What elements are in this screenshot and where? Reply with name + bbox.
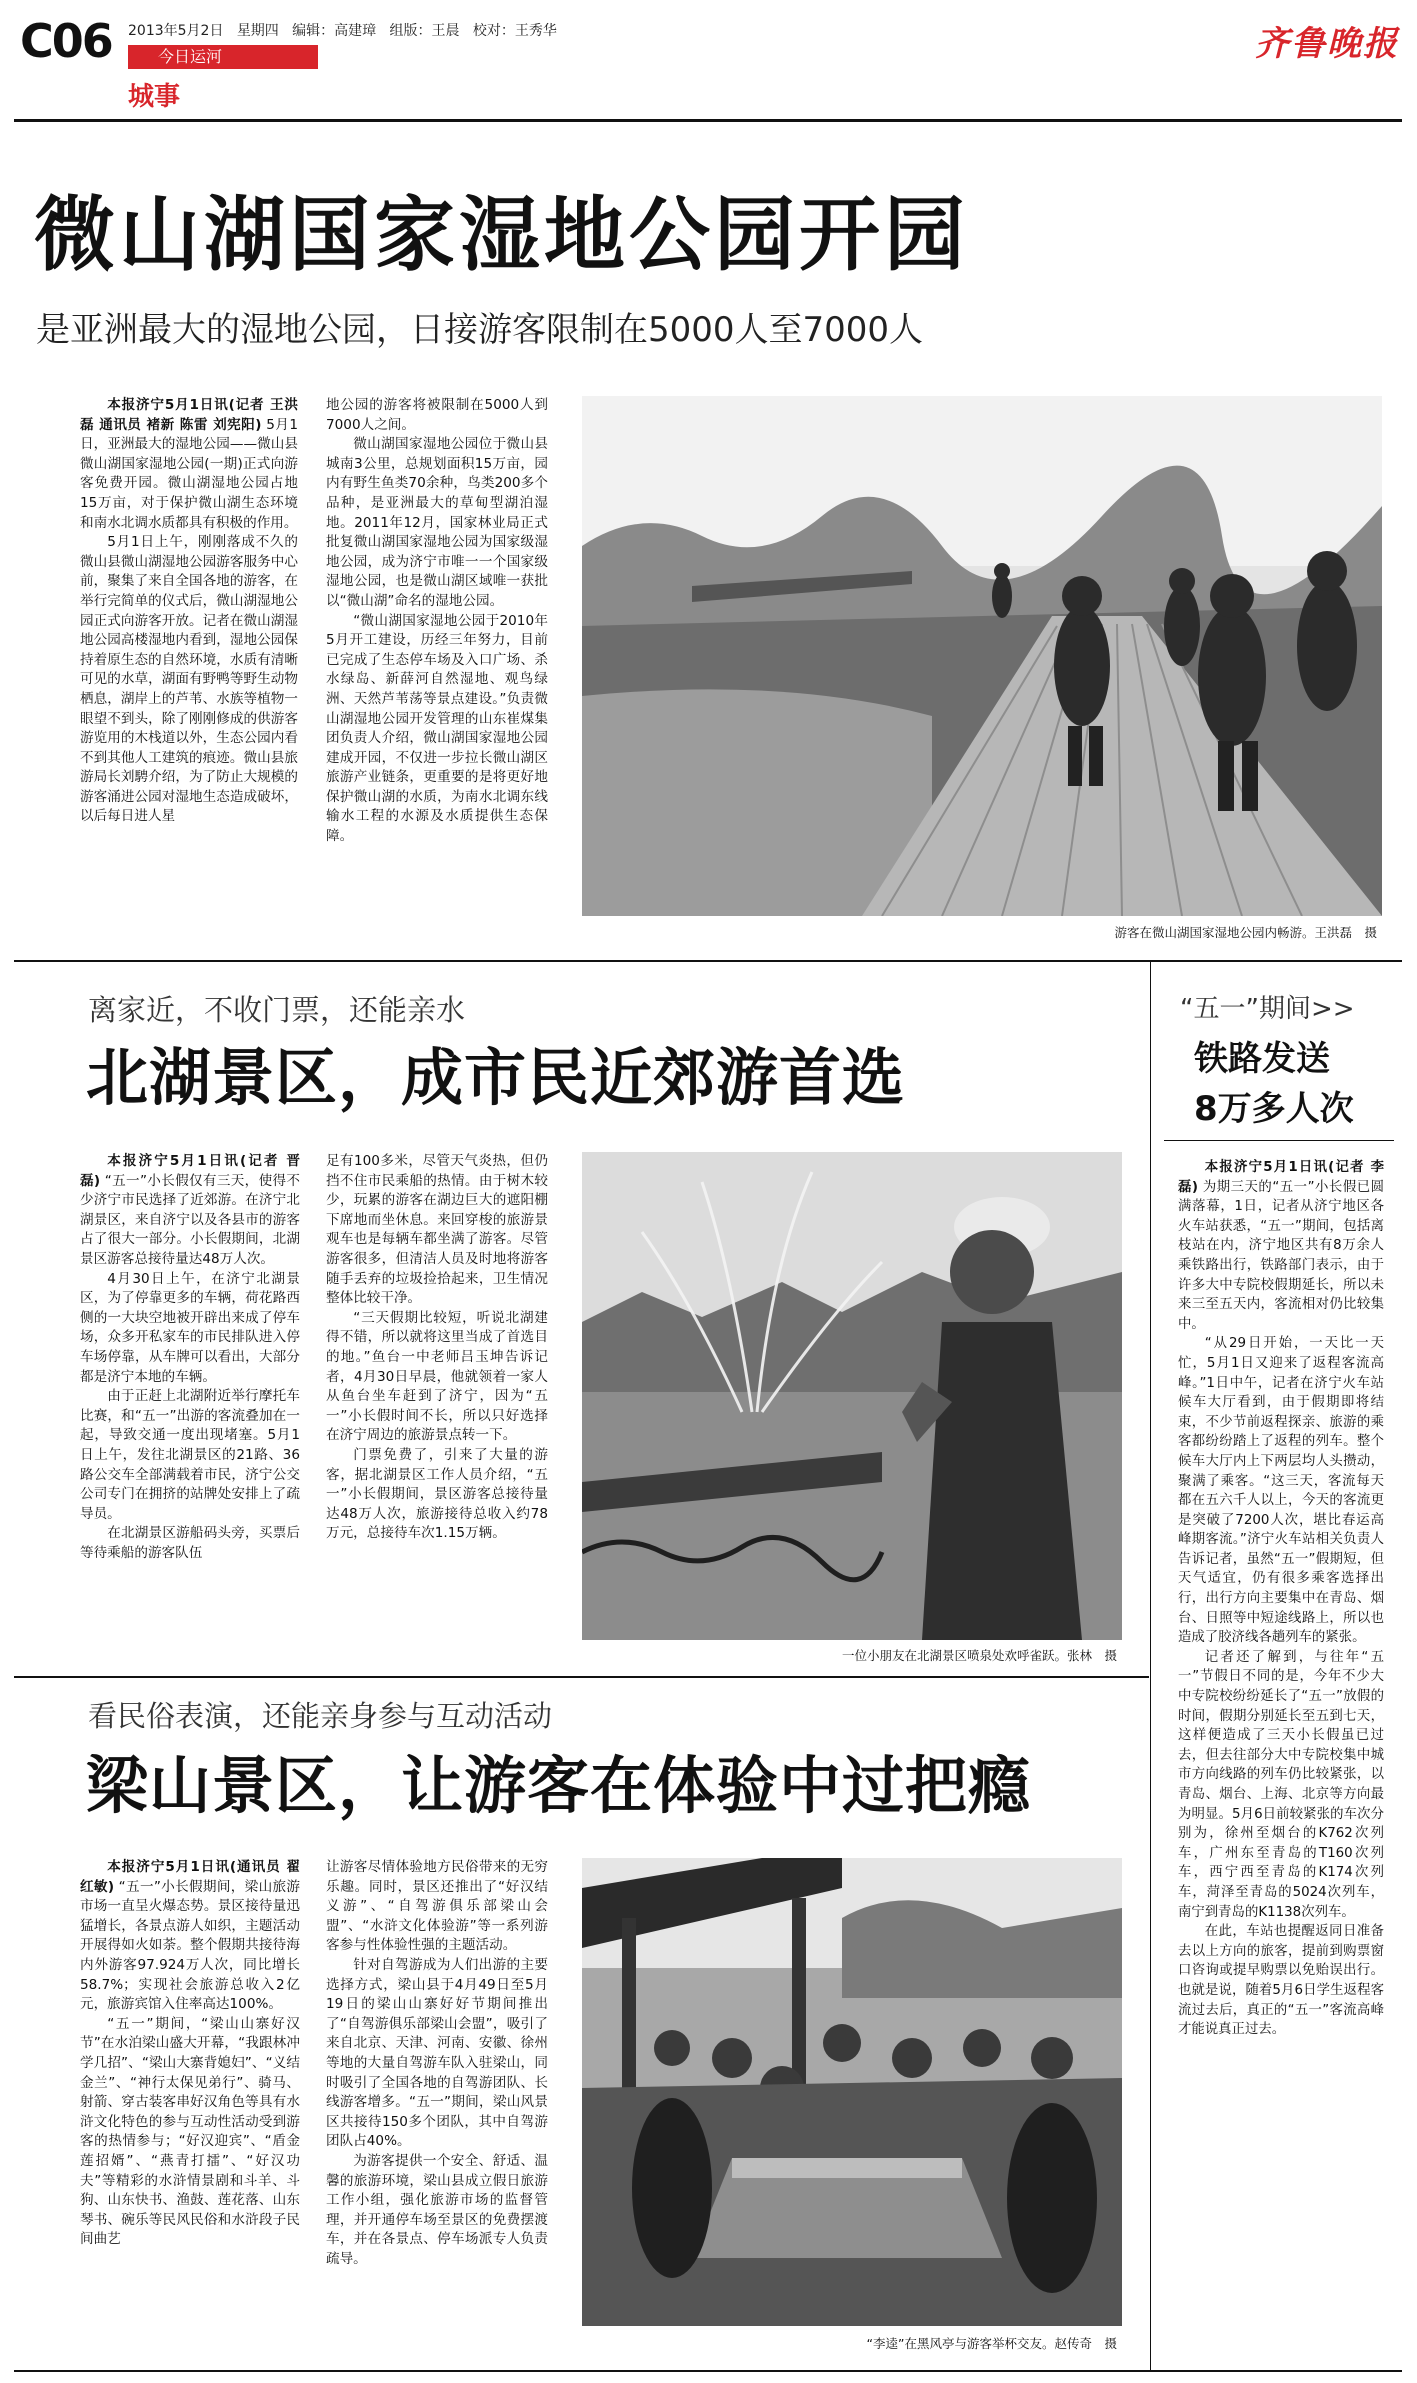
story1-column-1 [80, 396, 298, 827]
story2-paragraph: “五一”小长假仅有三天，使得不少济宁市民选择了近郊游。在济宁北湖景区，来自济宁以及各县市的游客占了很大一部分。小长假期间，北湖景区游客总接待量达48万人次。 [80, 1172, 300, 1267]
sidebar-title [1194, 1034, 1354, 1134]
issue-date: 2013年5月2日 [128, 23, 224, 39]
section-divider [14, 1676, 1149, 1678]
sidebar-kicker: “五一”期间>> [1180, 994, 1355, 1024]
story2-paragraph: 由于正赶上北湖附近举行摩托车比赛，和“五一”出游的客流叠加在一起，导致交通一度出现堵塞。5月1日上午，发往北湖景区的21路、36路公交车全部满载着市民，济宁公交公司专门在拥挤的站牌处安排上了疏导员。 [80, 1388, 300, 1522]
section-name: 城事 [128, 82, 181, 112]
page-bottom-rule [14, 2370, 1402, 2372]
sidebar-divider [1150, 962, 1151, 2372]
story2-column-2 [326, 1152, 548, 1544]
story2-column-1 [80, 1152, 300, 1563]
story3-paragraph: “五一”小长假期间，梁山旅游市场一直呈火爆态势。景区接待量迅猛增长，各景点游人如织，主题活动开展得如火如荼。整个假期共接待海内外游客97.924万人次，同比增长58.7%；实现社会旅游总收入2亿元，旅游宾馆入住率高达100%。 [80, 1878, 300, 2013]
sidebar-title-rule [1164, 1140, 1394, 1141]
liangshan-pavilion-photo [582, 1858, 1122, 2326]
story1-photo-caption: 游客在微山湖国家湿地公园内畅游。王洪磊 摄 [1114, 925, 1377, 940]
story1-subhead: 是亚洲最大的湿地公园，日接游客限制在5000人至7000人 [36, 310, 924, 350]
issue-weekday: 星期四 [236, 23, 279, 39]
story3-paragraph: 让游客尽情体验地方民俗带来的无穷乐趣。同时，景区还推出了“好汉结义游”、“自驾游俱乐部梁山会盟”、“水浒文化体验游”等一系列游客参与性体验性强的主题活动。 [326, 1859, 548, 1954]
story3-headline: 梁山景区，让游客在体验中过把瘾 [86, 1749, 1032, 1822]
story1-headline: 微山湖国家湿地公园开园 [34, 189, 970, 283]
page-number: C06 [20, 14, 112, 68]
editor-credit: 编辑：高建璋 [292, 23, 377, 39]
paper-name-logo: 齐鲁晚报 [1255, 24, 1399, 64]
story2-paragraph: 在北湖景区游船码头旁，买票后等待乘船的游客队伍 [80, 1525, 300, 1561]
sidebar-paragraph: 记者还了解到，与往年“五一”节假日不同的是，今年不少大中专院校纷纷延长了“五一”放假的时间，假期分别延长至五到七天，这样便造成了三天小长假虽已过去，但去往部分大中专院校集中城市方向线路的列车仍比较紧张，以青岛、烟台、上海、北京等方向最为明显。5月6日前较紧张的车次分别为，徐州至烟台的K762次列车，广州东至青岛的T160次列车，西宁西至青岛的K174次列车，菏泽至青岛的5024次列车，南宁到青岛的K1138次列车。 [1178, 1649, 1384, 1920]
story3-byline: 本报济宁5月1日讯(通讯员 翟红敏) [80, 1859, 300, 1895]
sidebar-byline: 本报济宁5月1日讯(记者 李磊) [1178, 1160, 1384, 1195]
story2-paragraph: “三天假期比较短，听说北湖建得不错，所以就将这里当成了首选目的地。”鱼台一中老师吕玉坤告诉记者，4月30日早晨，他就领着一家人从鱼台坐车赶到了济宁，因为“五一”小长假时间不长，所以只好选择在济宁周边的旅游景点转一下。 [326, 1309, 548, 1444]
story1-paragraph: “微山湖国家湿地公园于2010年5月开工建设，历经三年努力，目前已完成了生态停车场及入口广场、杀水绿岛、新薛河自然湿地、观鸟绿洲、天然芦苇荡等景点建设。”负责微山湖湿地公园开发管理的山东崔煤集团负责人介绍，微山湖国家湿地公园建成开园，不仅进一步拉长微山湖区旅游产业链条，更重要的是将更好地保护微山湖的水质，为南水北调东线输水工程的水源及水质提供生态保障。 [326, 612, 548, 845]
story3-photo-caption: “李逵”在黑风亭与游客举杯交友。赵传奇 摄 [866, 2336, 1117, 2351]
story1-paragraph: 地公园的游客将被限制在5000人到7000人之间。 [326, 397, 548, 433]
story3-column-1 [80, 1858, 300, 2250]
story3-paragraph: 针对自驾游成为人们出游的主要选择方式，梁山县于4月49日至5月19日的梁山山寨好好节期间推出了“自驾游俱乐部梁山会盟”，吸引了来自北京、天津、河南、安徽、徐州等地的大量自驾游车队入驻梁山，同时吸引了全国各地的自驾游团队、长线游客增多。“五一”期间，梁山风景区共接待150多个团队，其中自驾游团队占40%。 [326, 1956, 548, 2150]
story2-photo-caption: 一位小朋友在北湖景区喷泉处欢呼雀跃。张林 摄 [841, 1648, 1117, 1663]
story1-byline: 本报济宁5月1日讯(记者 王洪磊 通讯员 褚新 陈雷 刘宪阳) [80, 397, 298, 433]
story3-paragraph: “五一”期间，“梁山山寨好汉节”在水泊梁山盛大开幕，“我跟林冲学几招”、“梁山大寨背媳妇”、“义结金兰”、“神行太保见弟行”、骑马、射箭、穿古装客串好汉角色等具有水浒文化特色的参与互动性活动受到游客的热情参与；“好汉迎宾”、“盾金莲招婿”、“燕青打擂”、“好汉功夫”等精彩的水浒情景剧和斗羊、斗狗、山东快书、渔鼓、莲花落、山东琴书、碗乐等民风民俗和水浒段子民间曲艺 [80, 2015, 300, 2248]
story2-paragraph: 门票免费了，引来了大量的游客，据北湖景区工作人员介绍，“五一”小长假期间，景区游客总接待量达48万人次，旅游接待总收入约78万元，总接待车次1.15万辆。 [326, 1446, 548, 1542]
sidebar-paragraph: “从29日开始，一天比一天忙，5月1日又迎来了返程客流高峰。”1日中午，记者在济宁火车站候车大厅看到，由于假期即将结束，不少节前返程探亲、旅游的乘客都纷纷踏上了返程的列车。整个候车大厅内上下两层均人头攒动，聚满了乘客。“这三天，客流每天都在五六千人以上，今天的客流更是突破了7200人次，堪比春运高峰期客流。”济宁火车站相关负责人告诉记者，虽然“五一”假期短，但天气适宜，仍有很多乘客选择出行，出行方向主要集中在青岛、烟台、日照等中短途线路上，所以也造成了胶济线各趟列车的紧张。 [1178, 1336, 1384, 1646]
story3-kicker: 看民俗表演，还能亲身参与互动活动 [88, 1699, 553, 1733]
story2-headline: 北湖景区，成市民近郊游首选 [86, 1041, 906, 1114]
story1-paragraph: 微山湖国家湿地公园位于微山县城南3公里，总规划面积15万亩，园内有野生鱼类70余种，鸟类200多个品种，是亚洲最大的草甸型湖泊湿地。2011年12月，国家林业局正式批复微山湖国家湿地公园为国家级湿地公园，成为济宁市唯一一个国家级湿地公园，也是微山湖区域唯一获批以“微山湖”命名的湿地公园。 [326, 436, 548, 609]
sidebar-paragraph: 在此，车站也提醒返同日准备去以上方向的旅客，提前到购票窗口咨询或提早购票以免贻误出行。也就是说，随着5月6日学生返程客流过去后，真正的“五一”客流高峰才能说真正过去。 [1178, 1924, 1384, 2038]
page-info-line [128, 20, 557, 40]
fountain-child-photo [582, 1152, 1122, 1640]
story1-paragraph: 5月1日，亚洲最大的湿地公园——微山县微山湖国家湿地公园(一期)正式向游客免费开园。微山湖湿地公园占地15万亩，对于保护微山湖生态环境和南水北调水质都具有积极的作用。 [80, 416, 298, 531]
sidebar-body [1178, 1158, 1384, 2040]
sidebar-title-line-1: 铁路发送 [1194, 1039, 1330, 1079]
story2-byline: 本报济宁5月1日讯(记者 晋磊) [80, 1153, 300, 1189]
column-tag: 今日运河 [128, 45, 318, 69]
story2-paragraph: 4月30日上午，在济宁北湖景区，为了停靠更多的车辆，荷花路西侧的一大块空地被开辟出来成了停车场，众多开私家车的市民排队进入停车场停靠，从车牌可以看出，大部分都是济宁本地的车辆。 [80, 1270, 300, 1385]
story1-column-2 [326, 396, 548, 847]
story2-paragraph: 足有100多米，尽管天气炎热，但仍挡不住市民乘船的热情。由于树木较少，玩累的游客在湖边巨大的遮阳棚下席地而坐休息。来回穿梭的旅游景观车也是每辆车都坐满了游客。尽管游客很多，但清洁人员及时地将游客随手丢弃的垃圾捡拾起来，卫生情况整体比较干净。 [326, 1153, 548, 1307]
story1-paragraph: 5月1日上午，刚刚落成不久的微山县微山湖湿地公园游客服务中心前，聚集了来自全国各地的游客，在举行完简单的仪式后，微山湖湿地公园正式向游客开放。记者在微山湖湿地公园高楼湿地内看到，湿地公园保持着原生态的自然环境，水质有清晰可见的水草，湖面有野鸭等野生动物栖息，湖岸上的芦苇、水族等植物一眼望不到头，除了刚刚修成的供游客游览用的木栈道以外，生态公园内看不到其他人工建筑的痕迹。微山县旅游局长刘騁介绍，为了防止大规模的游客涌进公园对湿地生态造成破坏，以后每日进人星 [80, 534, 298, 825]
sidebar-paragraph: 为期三天的“五一”小长假已圆满落幕，1日，记者从济宁地区各火车站获悉，“五一”期间，包括离枝站在内，济宁地区共有8万余人乘铁路出行，铁路部门表示，由于许多大中专院校假期延长，所以未来三至五天内，客流相对仍比较集中。 [1178, 1179, 1385, 1332]
wetland-boardwalk-photo [582, 396, 1382, 916]
section-divider [14, 960, 1402, 962]
story2-kicker: 离家近，不收门票，还能亲水 [88, 993, 466, 1027]
layout-credit: 组版：王晨 [389, 23, 460, 39]
story3-column-2 [326, 1858, 548, 2269]
proof-credit: 校对：王秀华 [472, 23, 557, 39]
masthead-rule [14, 119, 1402, 122]
story3-paragraph: 为游客提供一个安全、舒适、温馨的旅游环境，梁山县成立假日旅游工作小组，强化旅游市场的监督管理，并开通停车场至景区的免费摆渡车，并在各景点、停车场派专人负责疏导。 [326, 2152, 548, 2267]
sidebar-title-line-2: 8万多人次 [1194, 1089, 1354, 1129]
